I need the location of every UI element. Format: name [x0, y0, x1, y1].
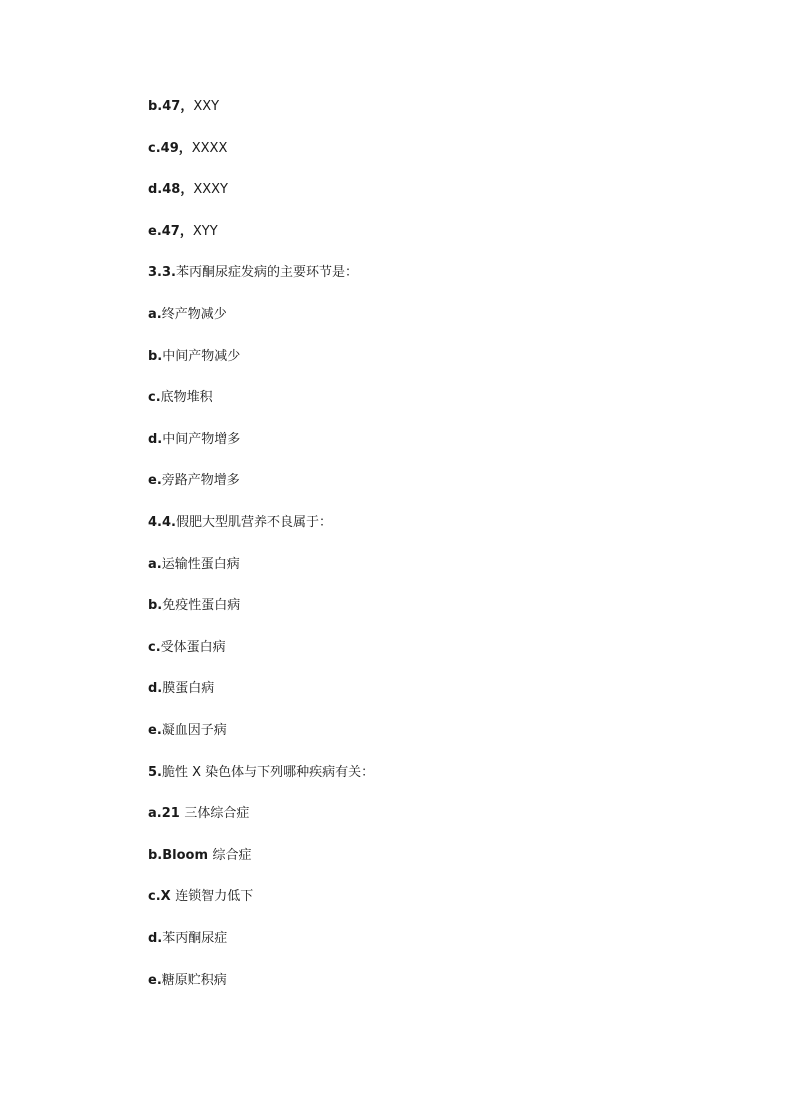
option-label: e.	[148, 473, 162, 488]
option-label: c.X	[148, 889, 176, 904]
option-label: d.	[148, 931, 163, 946]
option-e-47-xyy	[148, 223, 218, 241]
option-label: c.	[148, 390, 161, 405]
option-a	[148, 805, 249, 823]
question-number: 4.4.	[148, 515, 176, 530]
option-text: 旁路产物增多	[161, 473, 240, 488]
option-text: 连锁智力低下	[175, 889, 254, 904]
option-text: XXXX	[191, 141, 228, 156]
option-text: XYY	[192, 224, 218, 239]
option-label: d.	[148, 432, 163, 447]
option-text: 免疫性蛋白病	[162, 598, 241, 613]
option-b	[148, 597, 240, 615]
option-b	[148, 348, 240, 366]
question-text: 假肥大型肌营养不良属于：	[175, 515, 332, 530]
option-c	[148, 389, 213, 407]
question-4	[148, 514, 332, 532]
option-text: 中间产物增多	[162, 432, 241, 447]
option-d	[148, 930, 227, 948]
option-label: d.48，	[148, 182, 194, 197]
option-text: XXY	[193, 99, 220, 114]
option-text: 膜蛋白病	[162, 681, 215, 696]
question-5	[148, 764, 374, 782]
option-label: b.	[148, 598, 163, 613]
option-text: 终产物减少	[161, 307, 227, 322]
option-d-48-xxxy	[148, 181, 228, 199]
option-c	[148, 639, 226, 657]
question-number: 3.3.	[148, 265, 176, 280]
question-number: 5.	[148, 765, 162, 780]
option-label: e.	[148, 723, 162, 738]
option-b	[148, 847, 252, 865]
option-text: 中间产物减少	[162, 349, 241, 364]
option-a	[148, 556, 240, 574]
option-c	[148, 888, 253, 906]
option-d	[148, 680, 214, 698]
option-e	[148, 722, 227, 740]
option-text: 苯丙酮尿症	[162, 931, 228, 946]
option-text: 三体综合症	[184, 806, 250, 821]
option-d	[148, 431, 240, 449]
option-text: XXXY	[193, 182, 229, 197]
option-label: c.	[148, 640, 161, 655]
option-text: 凝血因子病	[161, 723, 227, 738]
option-label: a.	[148, 307, 162, 322]
option-label: b.47，	[148, 99, 194, 114]
option-text: 糖原贮积病	[161, 973, 227, 988]
option-c-49-xxxx	[148, 140, 227, 158]
option-text: 底物堆积	[160, 390, 213, 405]
question-text: 苯丙酮尿症发病的主要环节是：	[175, 265, 358, 280]
option-text: 综合症	[212, 848, 252, 863]
option-label: a.	[148, 557, 162, 572]
option-b-47-xxy	[148, 98, 219, 116]
option-e	[148, 472, 240, 490]
option-a	[148, 306, 227, 324]
question-3	[148, 264, 358, 282]
option-text: 运输性蛋白病	[161, 557, 240, 572]
option-label: b.Bloom	[148, 848, 213, 863]
option-label: d.	[148, 681, 163, 696]
option-text: 受体蛋白病	[160, 640, 226, 655]
option-label: e.47，	[148, 224, 193, 239]
option-label: a.21	[148, 806, 185, 821]
question-text: 脆性 X 染色体与下列哪种疾病有关：	[161, 765, 375, 780]
option-e	[148, 972, 227, 990]
option-label: c.49，	[148, 141, 192, 156]
option-label: b.	[148, 349, 163, 364]
option-label: e.	[148, 973, 162, 988]
